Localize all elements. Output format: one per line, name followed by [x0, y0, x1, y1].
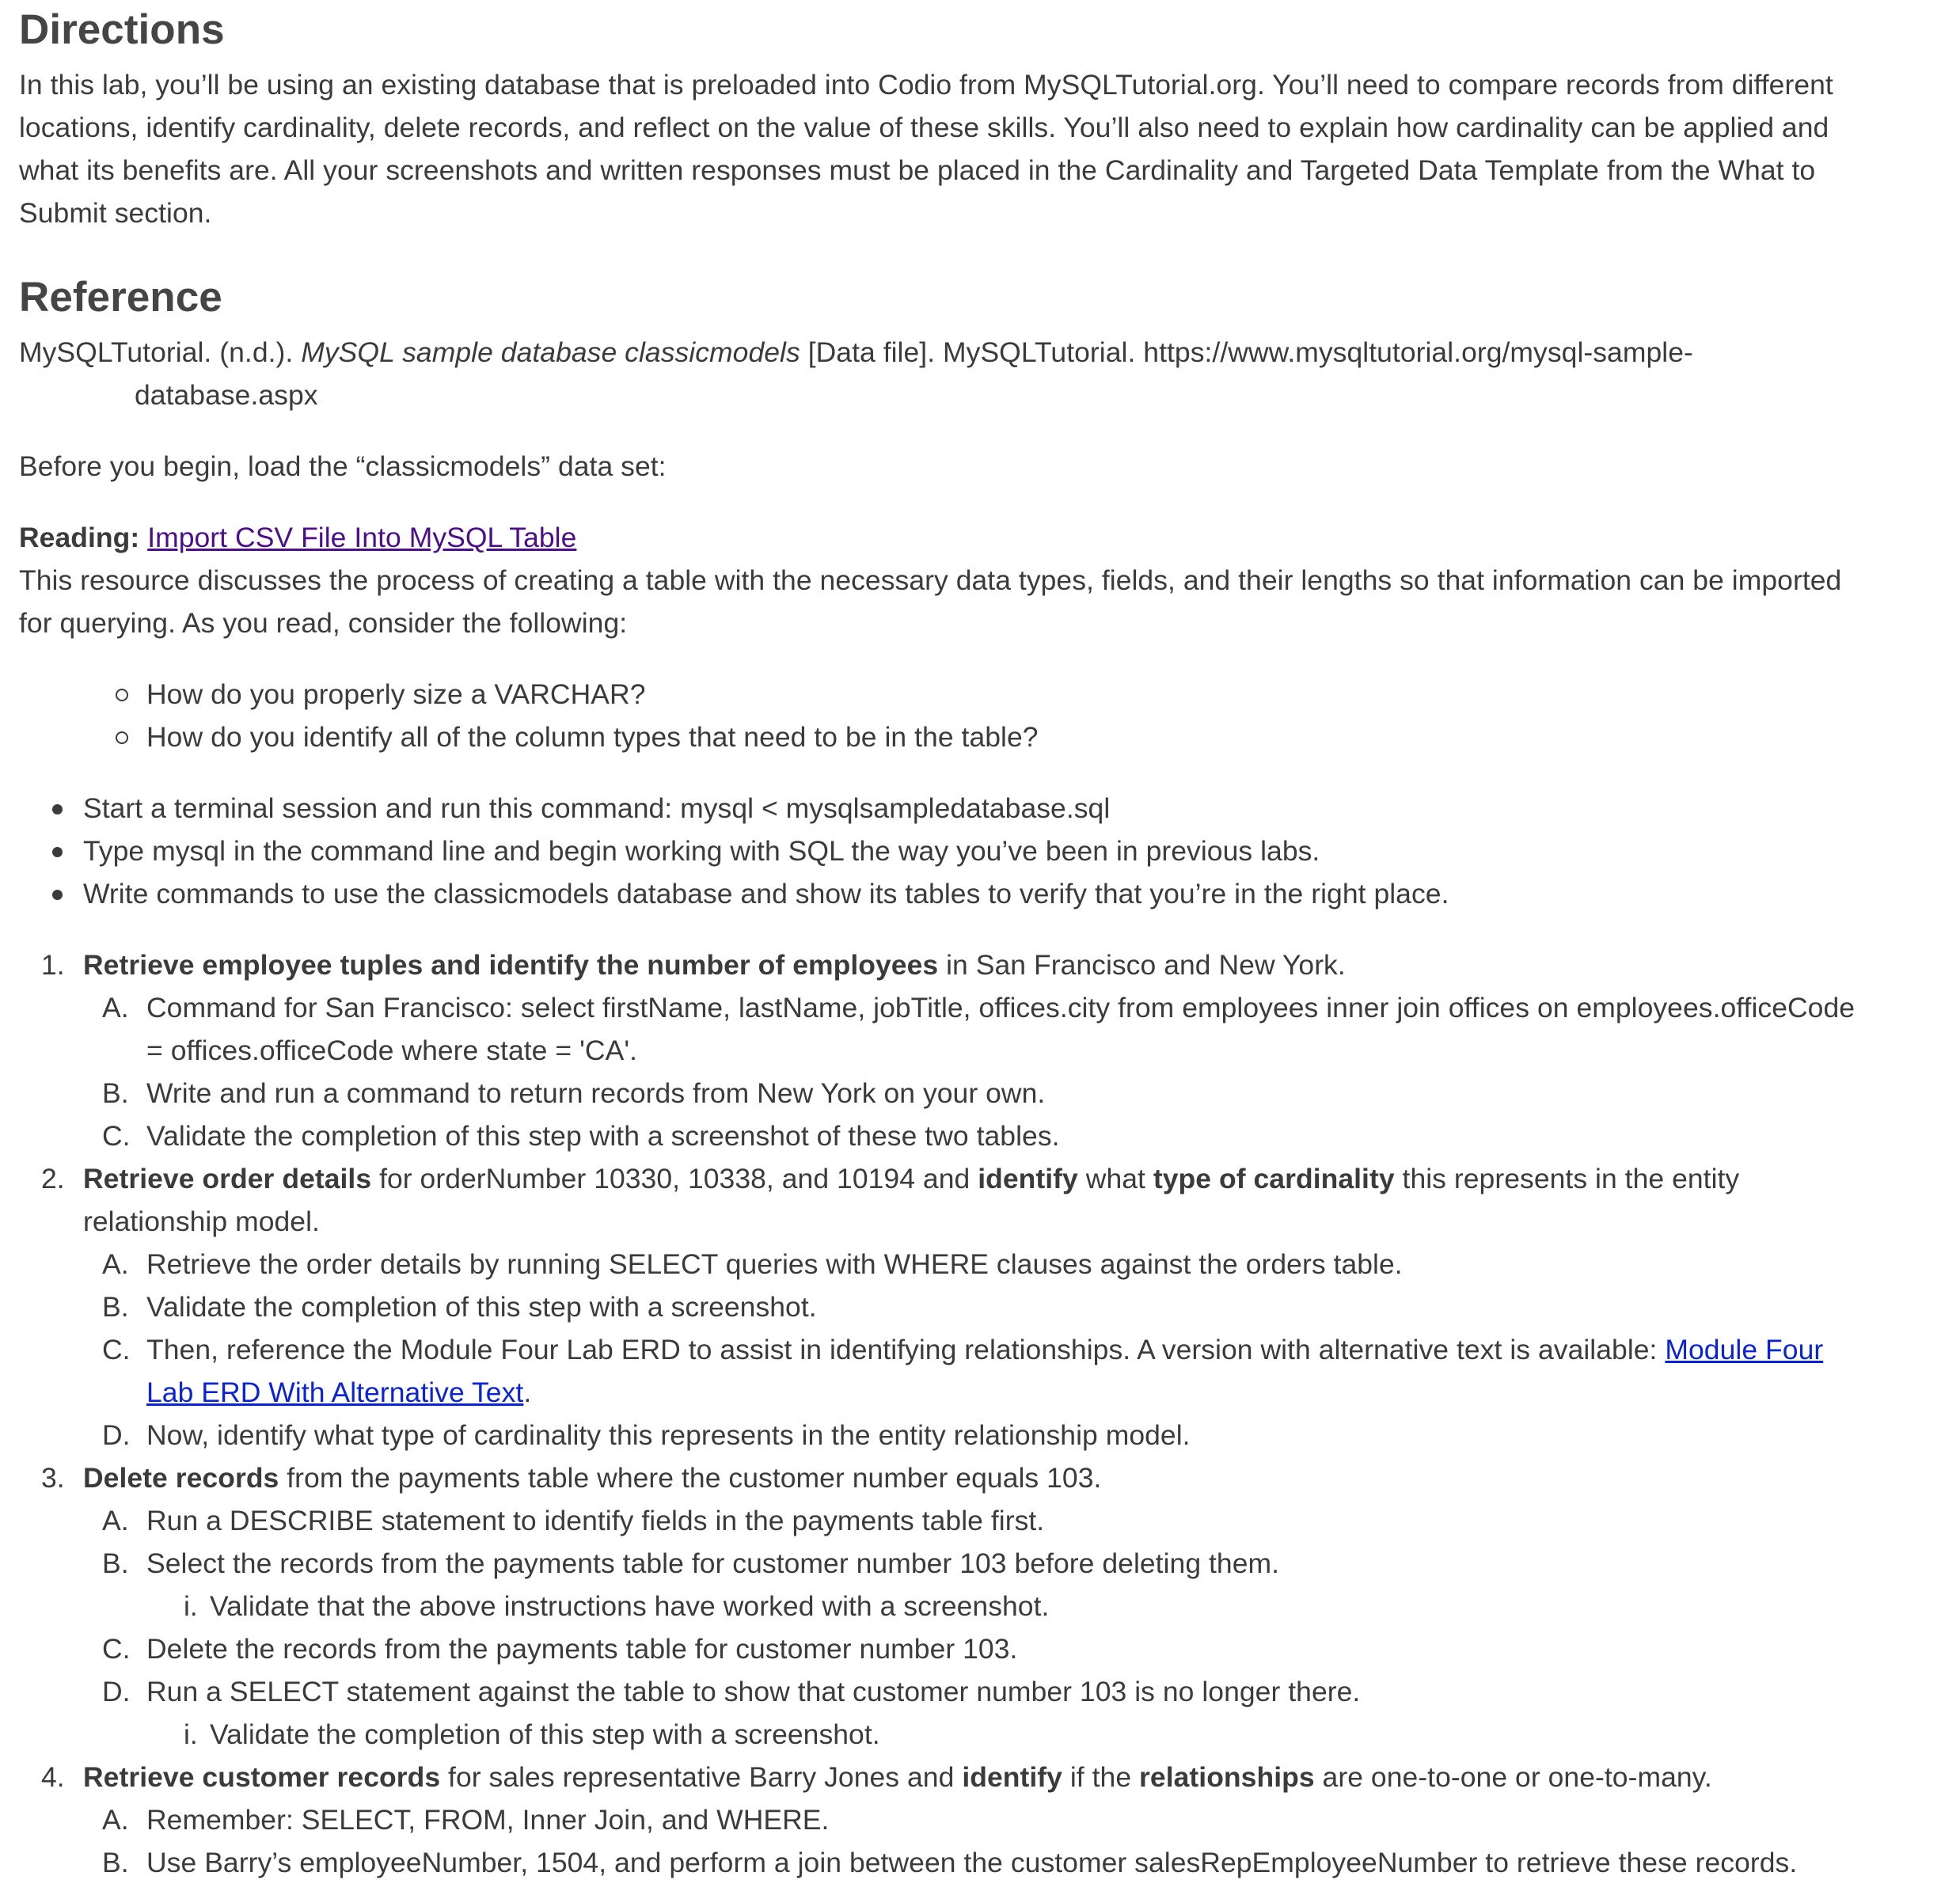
task-text: Delete records from the payments table where the customer number equals 103.: [83, 1462, 1102, 1494]
citation-author: MySQLTutorial. (n.d.).: [19, 336, 302, 368]
list-item: How do you identify all of the column types that need to be in the table?: [19, 716, 1856, 758]
reading-label: Reading:: [19, 522, 140, 553]
substep-details: [146, 1713, 1856, 1756]
disc-bullet-icon: [52, 804, 63, 815]
task-number: 4.: [41, 1761, 65, 1793]
module-four-erd-link[interactable]: Module Four Lab ERD With Alternative Text: [146, 1334, 1824, 1408]
substep: A. Run a DESCRIBE statement to identify fields in the payments table first.: [102, 1505, 1045, 1536]
disc-bullet-icon: [52, 847, 63, 857]
task-2: [19, 1157, 1856, 1456]
detail-item: i. Validate that the above instructions have worked with a screenshot.: [184, 1590, 1050, 1622]
list-item: Start a terminal session and run this command: mysql < mysqlsampledatabase.sql: [19, 787, 1856, 830]
before-begin-text: Before you begin, load the “classicmodels” data set:: [19, 450, 667, 482]
task-number: 1.: [41, 949, 65, 981]
setup-steps-list: [19, 787, 1856, 915]
task-3-substeps: [83, 1499, 1856, 1756]
substep: C. Then, reference the Module Four Lab ERD to assist in identifying relationships. A version with alternative text is available: Module Four Lab ERD With Alternative Text.: [102, 1334, 1824, 1408]
substep-details: [146, 1585, 1856, 1627]
substep: C. Delete the records from the payments table for customer number 103.: [102, 1633, 1018, 1665]
task-number: 3.: [41, 1462, 65, 1494]
import-csv-link[interactable]: Import CSV File Into MySQL Table: [147, 522, 577, 553]
disc-bullet-icon: [52, 890, 63, 900]
substep: B. Select the records from the payments table for customer number 103 before deleting them. i. Validate that the above instructions have worked with a screenshot.: [19, 1542, 1856, 1627]
task-4: [19, 1756, 1856, 1884]
task-4-substeps: [83, 1798, 1856, 1884]
reading-line: [19, 516, 1856, 559]
substep: B. Write and run a command to return records from New York on your own.: [102, 1077, 1046, 1109]
task-text: Retrieve order details for orderNumber 10330, 10338, and 10194 and identify what type of cardinality this represents in the entity relationship model.: [83, 1163, 1740, 1237]
substep: D. Now, identify what type of cardinality this represents in the entity relationship model.: [102, 1419, 1191, 1451]
task-text: Retrieve customer records for sales representative Barry Jones and identify if the relationships are one-to-one or one-to-many.: [83, 1761, 1712, 1793]
lab-directions-document: [19, 0, 1856, 1884]
detail-item: i. Validate the completion of this step with a screenshot.: [184, 1718, 880, 1750]
list-item: Type mysql in the command line and begin working with SQL the way you’ve been in previous labs.: [19, 830, 1856, 872]
substep: A. Command for San Francisco: select firstName, lastName, jobTitle, offices.city from employees inner join offices on employees.officeCode = offices.officeCode where state = 'CA'.: [102, 992, 1856, 1066]
substep: A. Retrieve the order details by running SELECT queries with WHERE clauses against the orders table.: [102, 1248, 1403, 1280]
reference-heading: Reference: [19, 274, 222, 321]
substep: B. Validate the completion of this step with a screenshot.: [102, 1291, 817, 1323]
substep: B. Use Barry’s employeeNumber, 1504, and perform a join between the customer salesRepEmployeeNumber to retrieve these records.: [102, 1847, 1798, 1878]
citation-source: [Data file]. MySQLTutorial. https://www.mysqltutorial.org/mysql-sample-database.aspx: [135, 336, 1693, 411]
tasks-list: [19, 944, 1856, 1884]
list-item: Write commands to use the classicmodels database and show its tables to verify that you’re in the right place.: [19, 872, 1856, 915]
substep: A. Remember: SELECT, FROM, Inner Join, and WHERE.: [102, 1804, 830, 1836]
substep: D. Run a SELECT statement against the table to show that customer number 103 is no longer there. i. Validate the completion of this step with a screenshot.: [19, 1670, 1856, 1756]
substep: C. Validate the completion of this step with a screenshot of these two tables.: [102, 1120, 1060, 1152]
task-number: 2.: [41, 1163, 65, 1194]
citation-title: MySQL sample database classicmodels: [301, 336, 800, 368]
reading-questions-list: [19, 673, 1856, 758]
circle-bullet-icon: [116, 689, 128, 701]
list-item: How do you properly size a VARCHAR?: [19, 673, 1856, 716]
intro-paragraph: In this lab, you’ll be using an existing database that is preloaded into Codio from MySQLTutorial.org. You’ll need to compare records from different locations, identify cardinality, delete records, and reflect on the value of these skills. You’ll also need to explain how cardinality can be applied and what its benefits are. All your screenshots and written responses must be placed in the Cardinality and Targeted Data Template from the What to Submit section.: [19, 69, 1833, 229]
directions-heading: Directions: [19, 6, 225, 53]
task-text: Retrieve employee tuples and identify the number of employees in San Francisco and New York.: [83, 949, 1346, 981]
task-3: [19, 1456, 1856, 1756]
circle-bullet-icon: [116, 731, 128, 744]
reading-description: This resource discusses the process of creating a table with the necessary data types, fields, and their lengths so that information can be imported for querying. As you read, consider the following:: [19, 564, 1842, 639]
task-2-substeps: [83, 1243, 1856, 1456]
task-1-substeps: [83, 986, 1856, 1157]
task-1: [19, 944, 1856, 1157]
reference-citation: [19, 331, 1856, 416]
